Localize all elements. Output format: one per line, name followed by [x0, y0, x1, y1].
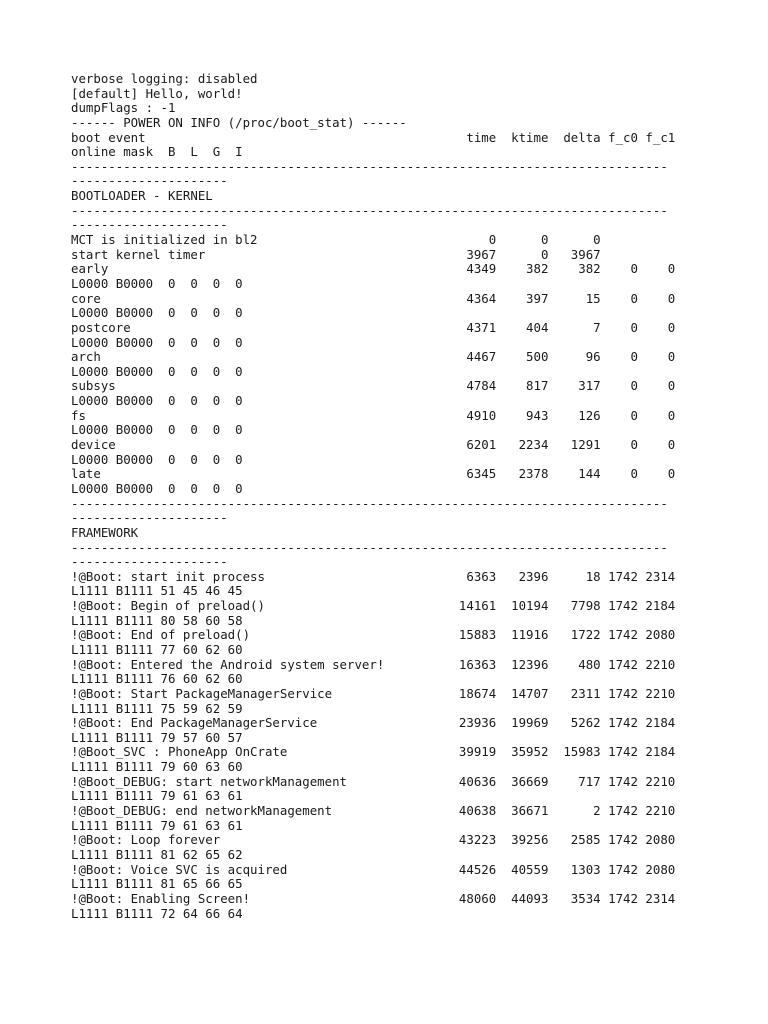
log-line: L0000 B0000 0 0 0 0 — [71, 422, 243, 438]
log-line: L1111 B1111 81 62 65 62 — [71, 846, 243, 862]
log-line: L1111 B1111 81 65 66 65 — [71, 876, 243, 892]
log-line: online mask B L G I — [71, 144, 243, 160]
log-line: L1111 B1111 77 60 62 60 — [71, 641, 243, 657]
log-line: !@Boot: Loop forever 43223 39256 2585 1742 2080 — [71, 832, 676, 848]
log-line: !@Boot_DEBUG: start networkManagement 40636 36669 717 1742 2210 — [71, 773, 676, 789]
log-line: L1111 B1111 79 60 63 60 — [71, 759, 243, 775]
log-line: L0000 B0000 0 0 0 0 — [71, 275, 243, 291]
log-line: ------ POWER ON INFO (/proc/boot_stat) ------ — [71, 114, 407, 130]
log-line: !@Boot_DEBUG: end networkManagement 40638 36671 2 1742 2210 — [71, 803, 676, 819]
log-line: [default] Hello, world! — [71, 85, 243, 101]
log-line: L1111 B1111 76 60 62 60 — [71, 671, 243, 687]
log-line: L0000 B0000 0 0 0 0 — [71, 305, 243, 321]
log-line: L1111 B1111 51 45 46 45 — [71, 583, 243, 599]
log-line: L1111 B1111 75 59 62 59 — [71, 700, 243, 716]
log-line: device 6201 2234 1291 0 0 — [71, 437, 676, 453]
log-line: BOOTLOADER - KERNEL — [71, 188, 213, 204]
log-line: L1111 B1111 79 61 63 61 — [71, 817, 243, 833]
log-line: -------------------------------------------------------------------------------- — [71, 539, 668, 555]
log-line: -------------------------------------------------------------------------------- — [71, 202, 668, 218]
log-line: postcore 4371 404 7 0 0 — [71, 319, 676, 335]
log-line: L0000 B0000 0 0 0 0 — [71, 451, 243, 467]
log-line: --------------------- — [71, 554, 228, 570]
boot-stat-log — [71, 72, 675, 921]
log-line: L0000 B0000 0 0 0 0 — [71, 363, 243, 379]
log-line: dumpFlags : -1 — [71, 100, 176, 116]
log-line: L0000 B0000 0 0 0 0 — [71, 480, 243, 496]
log-line: start kernel timer 3967 0 3967 — [71, 246, 601, 262]
log-line: L0000 B0000 0 0 0 0 — [71, 393, 243, 409]
log-line: !@Boot_SVC : PhoneApp OnCrate 39919 35952 15983 1742 2184 — [71, 744, 676, 760]
log-line: L1111 B1111 72 64 66 64 — [71, 905, 243, 921]
log-line: arch 4467 500 96 0 0 — [71, 349, 676, 365]
log-line: early 4349 382 382 0 0 — [71, 261, 676, 277]
log-line: !@Boot: Entered the Android system server! 16363 12396 480 1742 2210 — [71, 656, 676, 672]
log-line: core 4364 397 15 0 0 — [71, 290, 676, 306]
log-line: subsys 4784 817 317 0 0 — [71, 378, 676, 394]
log-line: boot event time ktime delta f_c0 f_c1 — [71, 129, 676, 145]
log-line: MCT is initialized in bl2 0 0 0 — [71, 232, 601, 248]
log-line: L1111 B1111 80 58 60 58 — [71, 612, 243, 628]
log-line: late 6345 2378 144 0 0 — [71, 466, 676, 482]
log-line: L1111 B1111 79 61 63 61 — [71, 788, 243, 804]
log-line: --------------------- — [71, 510, 228, 526]
log-line: L0000 B0000 0 0 0 0 — [71, 334, 243, 350]
log-line: -------------------------------------------------------------------------------- — [71, 495, 668, 511]
log-line: !@Boot: End of preload() 15883 11916 1722 1742 2080 — [71, 627, 676, 643]
log-line: !@Boot: End PackageManagerService 23936 19969 5262 1742 2184 — [71, 715, 676, 731]
log-line: -------------------------------------------------------------------------------- — [71, 158, 668, 174]
log-line: !@Boot: Start PackageManagerService 18674 14707 2311 1742 2210 — [71, 685, 676, 701]
log-line: --------------------- — [71, 173, 228, 189]
log-line: !@Boot: start init process 6363 2396 18 1742 2314 — [71, 568, 676, 584]
log-line: verbose logging: disabled — [71, 71, 258, 86]
log-line: --------------------- — [71, 217, 228, 233]
log-line: L1111 B1111 79 57 60 57 — [71, 729, 243, 745]
log-line: FRAMEWORK — [71, 524, 139, 540]
log-line: !@Boot: Voice SVC is acquired 44526 40559 1303 1742 2080 — [71, 861, 676, 877]
log-line: !@Boot: Enabling Screen! 48060 44093 3534 1742 2314 — [71, 890, 676, 906]
log-line: !@Boot: Begin of preload() 14161 10194 7798 1742 2184 — [71, 598, 676, 614]
log-line: fs 4910 943 126 0 0 — [71, 407, 676, 423]
